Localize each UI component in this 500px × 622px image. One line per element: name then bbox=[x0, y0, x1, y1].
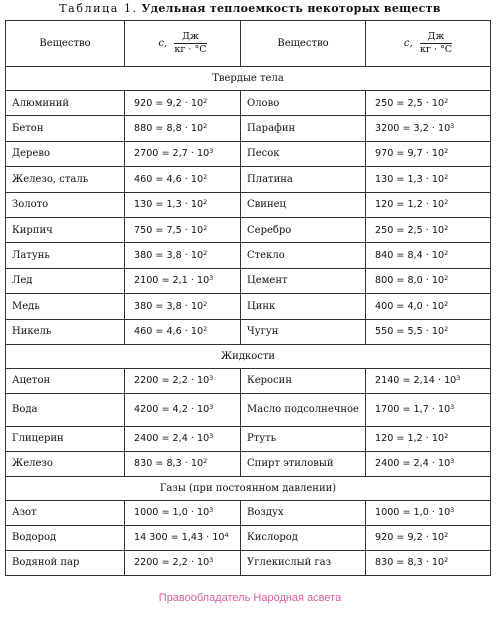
value-exponent: 3 bbox=[209, 506, 214, 515]
heat-capacity-table bbox=[5, 20, 491, 576]
value-mantissa: 880 = 8,8 · 10 bbox=[134, 123, 204, 135]
substance-name: Стекло bbox=[241, 243, 366, 268]
table-row bbox=[6, 91, 491, 116]
substance-name: Водяной пар bbox=[6, 550, 125, 575]
value-exponent: 2 bbox=[444, 325, 449, 334]
value-exponent: 2 bbox=[444, 96, 449, 105]
substance-name: Кирпич bbox=[6, 217, 125, 242]
header-heat-capacity-2 bbox=[366, 21, 491, 67]
value-mantissa: 800 = 8,0 · 10 bbox=[375, 275, 445, 287]
heat-capacity-value bbox=[125, 500, 241, 525]
value-exponent: 2 bbox=[203, 457, 208, 466]
table-row bbox=[6, 294, 491, 319]
table-body bbox=[6, 67, 491, 576]
substance-name: Воздух bbox=[241, 500, 366, 525]
substance-name: Спирт этиловый bbox=[241, 451, 366, 476]
value-exponent: 2 bbox=[203, 325, 208, 334]
value-mantissa: 120 = 1,2 · 10 bbox=[375, 433, 445, 445]
section-title: Твердые тела bbox=[6, 67, 491, 91]
section-row bbox=[6, 476, 491, 500]
heat-capacity-value bbox=[366, 426, 491, 451]
heat-capacity-value bbox=[366, 368, 491, 393]
substance-name: Цемент bbox=[241, 268, 366, 293]
value-exponent: 4 bbox=[224, 531, 229, 540]
section-row bbox=[6, 344, 491, 368]
substance-name: Глицерин bbox=[6, 426, 125, 451]
heat-capacity-value bbox=[125, 243, 241, 268]
value-mantissa: 920 = 9,2 · 10 bbox=[375, 532, 445, 544]
section-row bbox=[6, 67, 491, 91]
heat-capacity-value bbox=[366, 192, 491, 217]
table-row bbox=[6, 451, 491, 476]
value-mantissa: 3200 = 3,2 · 10 bbox=[375, 123, 451, 135]
copyright-watermark: Правообладатель Народная асвета bbox=[158, 592, 342, 604]
value-exponent: 2 bbox=[203, 299, 208, 308]
value-mantissa: 2700 = 2,7 · 10 bbox=[134, 148, 210, 160]
heat-capacity-value bbox=[366, 393, 491, 426]
value-exponent: 3 bbox=[209, 432, 214, 441]
value-exponent: 2 bbox=[203, 96, 208, 105]
heat-capacity-value bbox=[366, 91, 491, 116]
table-row bbox=[6, 500, 491, 525]
value-mantissa: 2100 = 2,1 · 10 bbox=[134, 275, 210, 287]
section-title: Жидкости bbox=[6, 344, 491, 368]
substance-name: Песок bbox=[241, 141, 366, 166]
unit-denominator: кг · °С bbox=[419, 44, 453, 55]
unit-numerator: Дж bbox=[420, 31, 452, 44]
substance-name: Свинец bbox=[241, 192, 366, 217]
value-exponent: 2 bbox=[444, 147, 449, 156]
value-exponent: 3 bbox=[209, 403, 214, 412]
value-mantissa: 250 = 2,5 · 10 bbox=[375, 97, 445, 109]
value-mantissa: 1700 = 1,7 · 10 bbox=[375, 404, 451, 416]
substance-name: Дерево bbox=[6, 141, 125, 166]
substance-name: Углекислый газ bbox=[241, 550, 366, 575]
value-mantissa: 2140 = 2,14 · 10 bbox=[375, 375, 457, 387]
heat-capacity-value bbox=[366, 294, 491, 319]
substance-name: Чугун bbox=[241, 319, 366, 344]
value-mantissa: 830 = 8,3 · 10 bbox=[375, 557, 445, 569]
heat-capacity-value bbox=[366, 167, 491, 192]
substance-name: Медь bbox=[6, 294, 125, 319]
heat-capacity-value bbox=[125, 91, 241, 116]
value-exponent: 2 bbox=[444, 249, 449, 258]
value-exponent: 2 bbox=[444, 299, 449, 308]
table-row bbox=[6, 368, 491, 393]
value-exponent: 3 bbox=[209, 374, 214, 383]
heat-capacity-value bbox=[366, 141, 491, 166]
value-mantissa: 14 300 = 1,43 · 10 bbox=[134, 532, 225, 544]
value-exponent: 2 bbox=[444, 432, 449, 441]
value-exponent: 2 bbox=[444, 172, 449, 181]
value-mantissa: 380 = 3,8 · 10 bbox=[134, 250, 204, 262]
value-exponent: 2 bbox=[203, 122, 208, 131]
heat-capacity-value bbox=[125, 268, 241, 293]
heat-capacity-value bbox=[125, 167, 241, 192]
value-mantissa: 120 = 1,2 · 10 bbox=[375, 199, 445, 211]
substance-name: Алюминий bbox=[6, 91, 125, 116]
heat-capacity-value bbox=[125, 294, 241, 319]
value-exponent: 2 bbox=[444, 223, 449, 232]
substance-name: Кислород bbox=[241, 525, 366, 550]
heat-capacity-value bbox=[125, 426, 241, 451]
table-row bbox=[6, 268, 491, 293]
substance-name: Ацетон bbox=[6, 368, 125, 393]
heat-capacity-value bbox=[125, 116, 241, 141]
substance-name: Серебро bbox=[241, 217, 366, 242]
value-exponent: 3 bbox=[456, 374, 461, 383]
value-exponent: 2 bbox=[203, 223, 208, 232]
c-symbol: c, bbox=[158, 38, 168, 49]
value-mantissa: 830 = 8,3 · 10 bbox=[134, 458, 204, 470]
header-heat-capacity-1 bbox=[125, 21, 241, 67]
table-row bbox=[6, 167, 491, 192]
value-exponent: 2 bbox=[444, 274, 449, 283]
value-mantissa: 550 = 5,5 · 10 bbox=[375, 326, 445, 338]
heat-capacity-value bbox=[125, 217, 241, 242]
table-row bbox=[6, 141, 491, 166]
value-mantissa: 2400 = 2,4 · 10 bbox=[134, 433, 210, 445]
value-mantissa: 1000 = 1,0 · 10 bbox=[134, 507, 210, 519]
value-exponent: 3 bbox=[450, 403, 455, 412]
heat-capacity-value bbox=[366, 550, 491, 575]
value-mantissa: 130 = 1,3 · 10 bbox=[134, 199, 204, 211]
heat-capacity-value bbox=[125, 368, 241, 393]
heat-capacity-value bbox=[125, 192, 241, 217]
unit-fraction bbox=[420, 31, 452, 56]
value-mantissa: 250 = 2,5 · 10 bbox=[375, 224, 445, 236]
substance-name: Никель bbox=[6, 319, 125, 344]
substance-name: Цинк bbox=[241, 294, 366, 319]
heat-capacity-value bbox=[125, 550, 241, 575]
heat-capacity-value bbox=[125, 525, 241, 550]
section-title: Газы (при постоянном давлении) bbox=[6, 476, 491, 500]
substance-name: Золото bbox=[6, 192, 125, 217]
value-exponent: 3 bbox=[209, 147, 214, 156]
value-exponent: 2 bbox=[203, 172, 208, 181]
substance-name: Парафин bbox=[241, 116, 366, 141]
value-mantissa: 130 = 1,3 · 10 bbox=[375, 173, 445, 185]
table-caption bbox=[0, 2, 500, 15]
heat-capacity-value bbox=[366, 319, 491, 344]
unit-numerator: Дж bbox=[174, 31, 206, 44]
heat-capacity-value bbox=[125, 393, 241, 426]
value-exponent: 2 bbox=[444, 198, 449, 207]
table-row bbox=[6, 192, 491, 217]
header-substance-2: Вещество bbox=[241, 21, 366, 67]
table-row bbox=[6, 217, 491, 242]
header-substance-1: Вещество bbox=[6, 21, 125, 67]
value-mantissa: 4200 = 4,2 · 10 bbox=[134, 404, 210, 416]
caption-label: Таблица 1. bbox=[59, 2, 138, 15]
value-mantissa: 460 = 4,6 · 10 bbox=[134, 326, 204, 338]
substance-name: Лед bbox=[6, 268, 125, 293]
substance-name: Платина bbox=[241, 167, 366, 192]
value-mantissa: 2200 = 2,2 · 10 bbox=[134, 557, 210, 569]
value-mantissa: 460 = 4,6 · 10 bbox=[134, 173, 204, 185]
header-row bbox=[6, 21, 491, 67]
unit-fraction bbox=[174, 31, 206, 56]
value-exponent: 2 bbox=[444, 556, 449, 565]
substance-name: Вода bbox=[6, 393, 125, 426]
substance-name: Олово bbox=[241, 91, 366, 116]
table-row bbox=[6, 426, 491, 451]
heat-capacity-value bbox=[366, 116, 491, 141]
substance-name: Железо bbox=[6, 451, 125, 476]
value-mantissa: 840 = 8,4 · 10 bbox=[375, 250, 445, 262]
value-mantissa: 920 = 9,2 · 10 bbox=[134, 97, 204, 109]
value-mantissa: 2400 = 2,4 · 10 bbox=[375, 458, 451, 470]
heat-capacity-value bbox=[125, 451, 241, 476]
value-exponent: 3 bbox=[209, 556, 214, 565]
value-mantissa: 1000 = 1,0 · 10 bbox=[375, 507, 451, 519]
value-exponent: 3 bbox=[450, 506, 455, 515]
substance-name: Азот bbox=[6, 500, 125, 525]
c-symbol: c, bbox=[403, 38, 413, 49]
table-row bbox=[6, 319, 491, 344]
substance-name: Ртуть bbox=[241, 426, 366, 451]
heat-capacity-value bbox=[366, 525, 491, 550]
heat-capacity-value bbox=[366, 217, 491, 242]
substance-name: Керосин bbox=[241, 368, 366, 393]
substance-name: Водород bbox=[6, 525, 125, 550]
heat-capacity-value bbox=[366, 500, 491, 525]
value-mantissa: 750 = 7,5 · 10 bbox=[134, 224, 204, 236]
table-row bbox=[6, 116, 491, 141]
table-row bbox=[6, 243, 491, 268]
value-exponent: 3 bbox=[450, 457, 455, 466]
substance-name: Латунь bbox=[6, 243, 125, 268]
heat-capacity-value bbox=[366, 451, 491, 476]
value-exponent: 2 bbox=[444, 531, 449, 540]
unit-denominator: кг · °С bbox=[174, 44, 207, 55]
value-exponent: 2 bbox=[203, 198, 208, 207]
heat-capacity-value bbox=[366, 243, 491, 268]
value-mantissa: 2200 = 2,2 · 10 bbox=[134, 375, 210, 387]
heat-capacity-value bbox=[366, 268, 491, 293]
heat-capacity-value bbox=[125, 141, 241, 166]
table-row bbox=[6, 550, 491, 575]
value-mantissa: 380 = 3,8 · 10 bbox=[134, 300, 204, 312]
substance-name: Масло подсолнечное bbox=[241, 393, 366, 426]
value-mantissa: 400 = 4,0 · 10 bbox=[375, 300, 445, 312]
heat-capacity-value bbox=[125, 319, 241, 344]
value-mantissa: 970 = 9,7 · 10 bbox=[375, 148, 445, 160]
substance-name: Железо, сталь bbox=[6, 167, 125, 192]
value-exponent: 3 bbox=[450, 122, 455, 131]
caption-title: Удельная теплоемкость некоторых веществ bbox=[141, 2, 441, 15]
value-exponent: 2 bbox=[203, 249, 208, 258]
table-row bbox=[6, 525, 491, 550]
table-row bbox=[6, 393, 491, 426]
value-exponent: 3 bbox=[209, 274, 214, 283]
substance-name: Бетон bbox=[6, 116, 125, 141]
